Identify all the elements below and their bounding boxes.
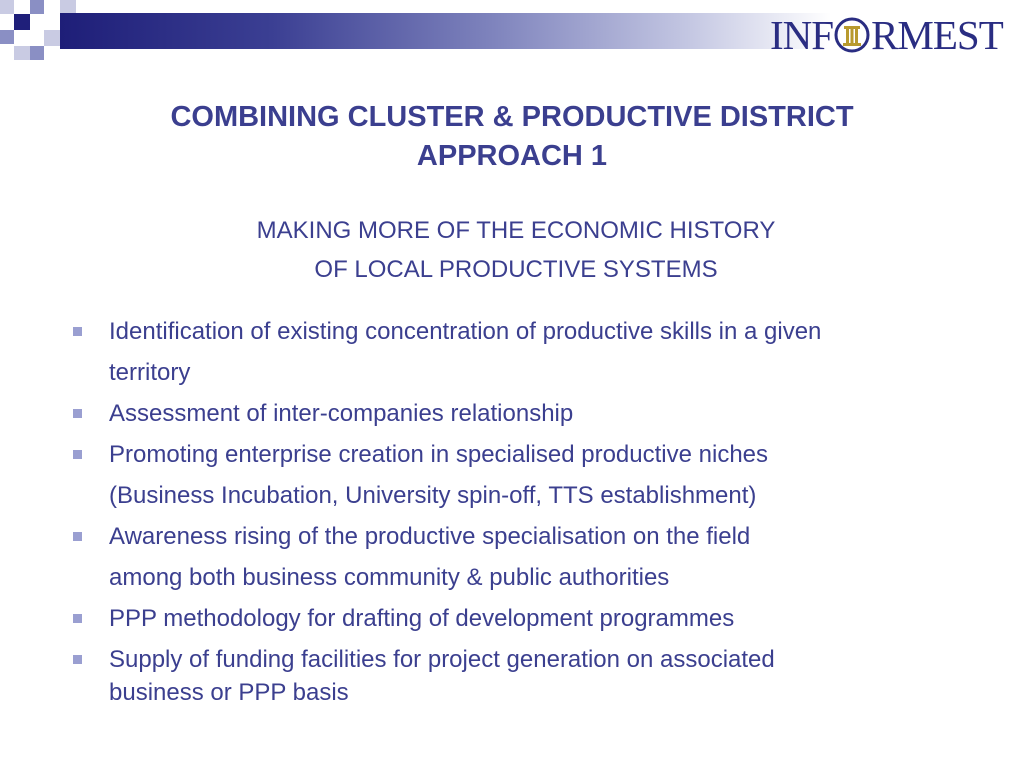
bullet-text: (Business Incubation, University spin-off, TTS establishment) xyxy=(109,482,757,509)
bullet-text: among both business community & public authorities xyxy=(109,564,670,591)
informest-logo xyxy=(770,10,1015,60)
list-item xyxy=(70,643,970,709)
square-bullet-icon xyxy=(73,327,82,336)
logo-text-right: RMEST xyxy=(871,11,1003,58)
slide-subtitle xyxy=(60,211,972,289)
title-line: APPROACH 1 xyxy=(416,140,608,172)
list-item xyxy=(70,434,970,516)
decor-square xyxy=(30,0,44,14)
square-bullet-icon xyxy=(73,614,82,623)
decor-square xyxy=(14,14,30,30)
list-item xyxy=(70,516,970,598)
decor-square xyxy=(44,30,60,46)
square-bullet-icon xyxy=(73,655,82,664)
column-emblem-icon xyxy=(834,17,870,53)
logo-text-left: INF xyxy=(770,11,834,58)
square-bullet-icon xyxy=(73,450,82,459)
bullet-text: PPP methodology for drafting of development programmes xyxy=(109,605,735,632)
bullet-text: Supply of funding facilities for project generation on associated xyxy=(109,646,775,673)
list-item xyxy=(70,598,970,639)
square-bullet-icon xyxy=(73,409,82,418)
bullet-list xyxy=(70,311,970,709)
decor-square xyxy=(30,46,44,60)
bullet-text: Awareness rising of the productive specialisation on the field xyxy=(109,523,751,550)
subtitle-line: OF LOCAL PRODUCTIVE SYSTEMS xyxy=(314,256,718,283)
decor-square xyxy=(60,0,76,14)
title-line: COMBINING CLUSTER & PRODUCTIVE DISTRICT xyxy=(170,101,854,133)
square-bullet-icon xyxy=(73,532,82,541)
subtitle-line: MAKING MORE OF THE ECONOMIC HISTORY xyxy=(256,217,776,244)
slide-title xyxy=(60,98,964,176)
bullet-text: business or PPP basis xyxy=(109,679,349,706)
bullet-text: territory xyxy=(109,359,191,386)
bullet-text: Assessment of inter-companies relationship xyxy=(109,400,574,427)
decor-square xyxy=(0,0,14,14)
decor-square xyxy=(14,46,30,60)
list-item xyxy=(70,393,970,434)
bullet-text: Promoting enterprise creation in specialised productive niches xyxy=(109,441,769,468)
bullet-text: Identification of existing concentration of productive skills in a given xyxy=(109,318,822,345)
decor-square xyxy=(0,30,14,44)
list-item xyxy=(70,311,970,393)
